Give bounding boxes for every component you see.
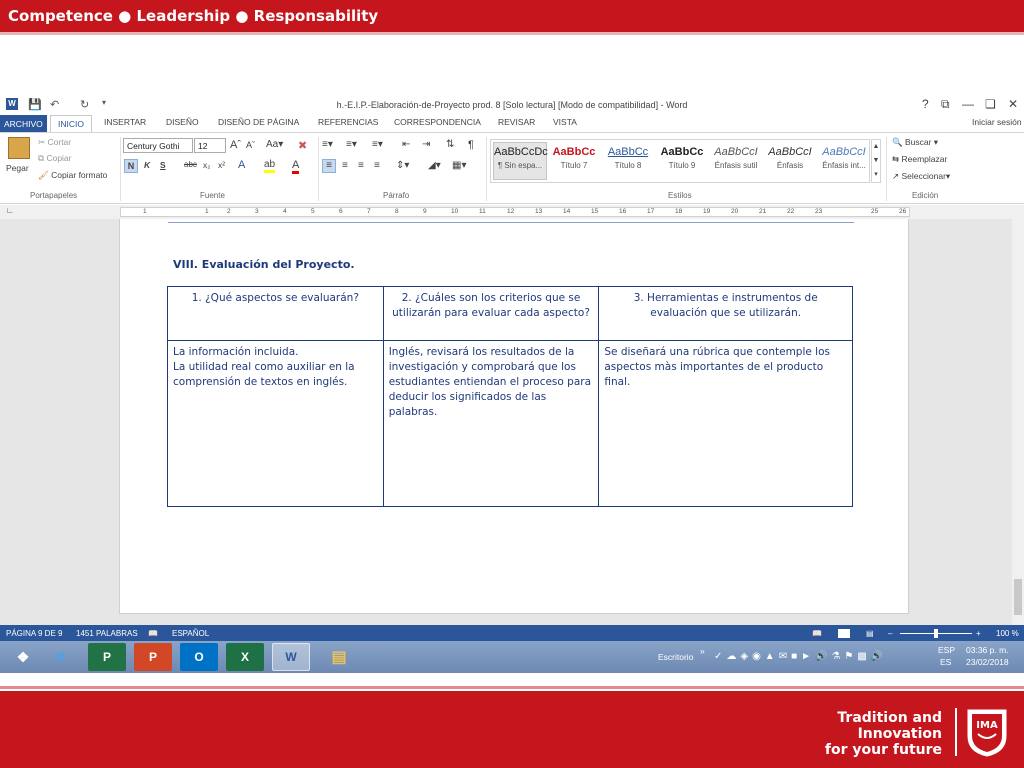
tagline-line: for your future [824,742,942,758]
grow-font-icon[interactable]: Aˆ [230,139,241,151]
group-divider [486,137,487,201]
ruler-number: 7 [367,208,371,215]
ruler-number: 6 [339,208,343,215]
clock-time[interactable]: 03:36 p. m. [966,645,1009,655]
table-header-cell[interactable]: 1. ¿Qué aspectos se evaluarán? [168,287,384,341]
window-title: h.-E.I.P.-Elaboración-de-Proyecto prod. 8 [Solo lectura] [Modo de compatibilidad] - Word [336,100,688,110]
internet-explorer-icon[interactable]: e [56,648,66,665]
restore-button[interactable]: ❏ [985,97,996,111]
ruler-number: 22 [787,208,795,215]
tab-inicio[interactable]: INICIO [50,115,92,133]
crest-text: IMA [976,720,998,731]
style-sample: AaBbCc [660,146,704,158]
font-group-label: Fuente [200,191,225,200]
tab-selector-icon[interactable]: ∟ [6,206,14,215]
cut-label: Cortar [47,137,72,147]
style-label: Énfasis int... [822,161,866,170]
shading-icon[interactable]: ◢▾ [428,160,441,171]
find-label: Buscar [904,137,932,147]
input-language-sub: ES [940,657,952,667]
copy-button[interactable] [38,153,72,164]
proofing-icon[interactable]: 📖 [148,629,158,638]
style-label: ¶ Sin espa... [497,161,543,170]
clipboard-group-label: Portapapeles [30,191,78,200]
paragraph-group-label: Párrafo [383,191,410,200]
customize-qat-icon[interactable]: ▾ [102,98,107,107]
ribbon-tabs [0,115,1024,132]
group-divider [318,137,319,201]
page-count[interactable]: PÁGINA 9 DE 9 [6,629,63,638]
tray-icons[interactable]: ✓☁◈◉▲✉■►🔊⚗⚑▩🔊 [714,651,888,662]
excel-icon[interactable]: X [226,643,264,671]
select-button[interactable]: ↗ Seleccionar▾ [892,171,951,181]
paste-button[interactable]: Pegar [6,163,29,173]
title-bar [0,95,1024,115]
tagline [825,710,942,758]
tab-revisar[interactable]: REVISAR [498,117,536,127]
footer-stripe [0,691,1024,694]
tab-insertar[interactable]: INSERTAR [104,117,147,127]
tab-vista[interactable]: VISTA [553,117,577,127]
table-row [168,341,853,507]
borders-icon[interactable]: ▦▾ [452,160,467,171]
word-taskbar-icon[interactable]: W [272,643,310,671]
font-color-icon[interactable]: A [292,159,299,174]
word-window [0,95,1024,673]
ruler-number: 3 [255,208,259,215]
input-language[interactable]: ESP [938,645,956,655]
read-mode-icon[interactable]: 📖 [812,629,822,638]
ruler-number: 23 [815,208,823,215]
superscript-icon[interactable]: x² [218,160,226,170]
undo-icon[interactable]: ↶ [50,99,60,111]
style-sample: AaBbCcDc [494,146,548,158]
multilevel-list-icon[interactable]: ≡▾ [372,139,383,150]
tab-diseno[interactable]: DISEÑO [166,117,199,127]
vertical-scrollbar[interactable] [1012,219,1024,625]
sort-icon[interactable]: ⇅ [446,139,455,150]
text-effects-icon[interactable]: A [238,159,246,171]
minimize-button[interactable]: — [962,97,974,111]
font-size-select[interactable]: 12 [194,138,226,153]
replace-icon: ⇆ [892,154,900,164]
justify-icon[interactable]: ≡ [374,160,380,171]
ruler-number: 8 [395,208,399,215]
word-app-icon: W [6,98,18,110]
ruler-number: 17 [647,208,655,215]
zoom-level[interactable]: 100 % [996,629,1019,638]
ruler-number: 1 [205,208,209,215]
language-status[interactable]: ESPAÑOL [172,629,210,638]
style-titulo-9[interactable] [655,143,709,170]
select-label: Seleccionar [901,171,946,181]
clock-date[interactable]: 23/02/2018 [966,657,1009,667]
style-enfasis-intenso[interactable] [817,143,871,170]
style-label: Énfasis [776,161,804,170]
tagline-line: Innovation [857,726,942,742]
powerpoint-icon[interactable]: P [134,643,172,671]
style-sample: AaBbCcI [822,146,866,158]
brush-icon: 🖌 [38,170,49,180]
ruler-number: 21 [759,208,767,215]
group-divider [120,137,121,201]
save-icon[interactable]: 💾 [28,99,42,111]
tagline-divider [955,708,957,756]
ribbon-display-button[interactable]: ⧉ [941,97,950,111]
style-titulo-8[interactable] [601,143,655,170]
style-label: Título 8 [614,161,642,170]
desktop-toolbar-label[interactable]: Escritorio [658,652,694,662]
ruler-number: 10 [451,208,459,215]
table-header-row [168,287,853,341]
slide-footer [0,694,1024,768]
styles-gallery [490,139,870,183]
ruler-number: 13 [535,208,543,215]
style-label: Título 7 [560,161,588,170]
highlight-icon[interactable]: ab [264,159,275,173]
ima-crest-logo [964,706,1010,758]
find-button[interactable]: 🔍 Buscar ▾ [892,137,939,147]
horizontal-ruler[interactable] [0,205,1024,219]
decrease-indent-icon[interactable]: ⇤ [402,139,411,150]
project-icon[interactable]: P [88,643,126,671]
ribbon [0,132,1024,204]
align-right-icon[interactable]: ≡ [358,160,364,171]
document-page[interactable] [119,219,909,614]
numbering-icon[interactable]: ≡▾ [346,139,357,150]
style-sample: AaBbCc [552,146,596,158]
slide-header: Competence ● Leadership ● Responsability [0,0,1024,32]
web-layout-icon[interactable]: ▤ [866,629,874,638]
ruler-number: 25 [871,208,879,215]
table-cell[interactable]: Se diseñará una rúbrica que contemple los aspectos màs importantes de el producto final. [599,341,853,507]
ruler-number: 5 [311,208,315,215]
format-painter-button[interactable] [38,170,107,181]
ruler-number: 2 [227,208,231,215]
change-case-icon[interactable]: Aa▾ [266,139,284,150]
subscript-icon[interactable]: x₂ [203,160,211,170]
style-sample: AaBbCc [607,146,649,158]
align-center-icon[interactable]: ≡ [342,160,348,171]
table-header-cell[interactable]: 2. ¿Cuáles son los criterios que se utilizarán para evaluar cada aspecto? [383,287,599,341]
word-count[interactable]: 1451 PALABRAS [76,629,138,638]
styles-scroll-icon[interactable]: ▲ ▼ ▾ [871,139,881,183]
windows-start-icon[interactable]: ❖ [16,648,30,665]
style-no-spacing[interactable] [493,142,547,180]
clear-format-icon[interactable]: ✖ [298,140,308,152]
line-spacing-icon[interactable]: ⇕▾ [396,160,410,171]
italic-button[interactable]: K [144,160,151,170]
scrollbar-thumb[interactable] [1014,579,1022,615]
evaluation-table [167,286,853,507]
copy-label: Copiar [46,153,72,163]
style-sample: AaBbCcI [768,146,812,158]
ruler-number: 20 [731,208,739,215]
table-top-rule [168,222,854,223]
table-cell[interactable]: Inglés, revisará los resultados de la investigación y comprobará que los estudiantes entiendan el proceso para deducir los significados de las palabras. [383,341,599,507]
ruler-number: 14 [563,208,571,215]
close-button[interactable]: ✕ [1008,97,1019,111]
tab-archivo[interactable]: ARCHIVO [0,115,47,132]
ruler-number: 15 [591,208,599,215]
align-left-icon[interactable]: ≡ [322,159,336,173]
print-layout-icon[interactable] [838,629,850,638]
select-icon: ↗ [892,171,900,181]
tab-correspondencia[interactable]: CORRESPONDENCIA [394,117,481,127]
shrink-font-icon[interactable]: Aˇ [246,140,255,150]
outlook-icon[interactable]: O [180,643,218,671]
ruler-scale [120,207,910,217]
document-area[interactable] [0,219,1024,625]
scissors-icon: ✂ [38,137,46,147]
style-label: Énfasis sutil [714,161,758,170]
cut-button[interactable] [38,137,71,148]
style-titulo-7[interactable] [547,143,601,170]
toolbar-chevron-icon[interactable]: » [700,646,705,656]
group-divider [886,137,887,201]
zoom-out-icon[interactable]: – [888,629,893,638]
editing-group-label: Edición [912,191,939,200]
style-enfasis-sutil[interactable] [709,143,763,170]
windows-taskbar [0,641,1024,673]
bullets-icon[interactable]: ≡▾ [322,139,333,150]
copy-icon: ⧉ [38,153,45,163]
tab-diseno-pagina[interactable]: DISEÑO DE PÁGINA [218,117,300,127]
status-bar [0,625,1024,641]
zoom-in-icon[interactable]: + [976,629,981,638]
header-divider [0,32,1024,35]
table-cell[interactable]: La información incluida. La utilidad real como auxiliar en la comprensión de textos en inglés. [168,341,384,507]
font-name-select[interactable]: Century Gothi [123,138,193,153]
style-sample: AaBbCcI [714,146,758,158]
file-explorer-icon[interactable]: ▤ [331,649,347,666]
ruler-number: 16 [619,208,627,215]
footer-stripe [0,686,1024,689]
format-painter-label: Copiar formato [51,170,108,180]
ruler-number: 4 [283,208,287,215]
ruler-number: 19 [703,208,711,215]
ruler-number: 12 [507,208,515,215]
styles-group-label: Estilos [668,191,692,200]
ruler-number: 9 [423,208,427,215]
ruler-number: 1 [143,208,147,215]
increase-indent-icon[interactable]: ⇥ [422,139,431,150]
ruler-number: 26 [899,208,907,215]
binoculars-icon: 🔍 [892,137,903,147]
section-title: VIII. Evaluación del Proyecto. [173,258,355,271]
replace-label: Reemplazar [901,154,948,164]
ruler-number: 18 [675,208,683,215]
ruler-number: 11 [479,208,486,215]
tagline-line: Tradition and [837,710,942,726]
style-enfasis[interactable] [763,143,817,170]
redo-icon[interactable]: ↻ [80,99,90,111]
style-label: Título 9 [668,161,696,170]
bold-button[interactable]: N [124,159,138,173]
strikethrough-button[interactable]: abc [184,160,197,169]
tab-referencias[interactable]: REFERENCIAS [318,117,379,127]
replace-button[interactable] [892,154,947,165]
sign-in-link[interactable]: Iniciar sesión [972,117,1022,127]
underline-button[interactable]: S [160,160,166,170]
show-marks-icon[interactable]: ¶ [468,139,474,151]
zoom-slider-thumb[interactable] [934,629,938,638]
paste-icon[interactable] [8,137,30,159]
table-header-cell[interactable]: 3. Herramientas e instrumentos de evaluación que se utilizarán. [599,287,853,341]
help-button[interactable]: ? [922,97,929,111]
